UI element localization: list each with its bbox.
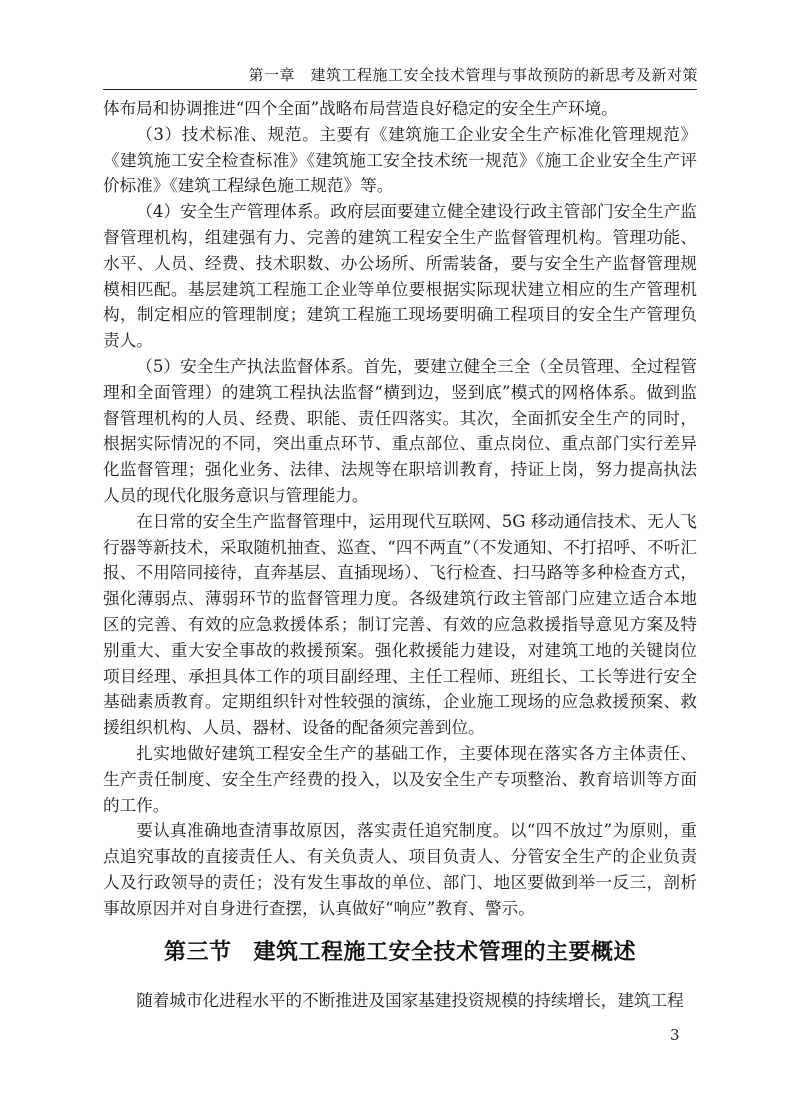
paragraph-management-system: （4）安全生产管理体系。政府层面要建立健全建设行政主管部门安全生产监督管理机构，组建强有力、完善的建筑工程安全生产监督管理机构。管理功能、水平、人员、经费、技术职数、办公场所、所需装备，要与安全生产监督管理规模相匹配。基层建筑工程施工企业等单位要根据实际现状建立相应的生产管理机构，制定相应的管理制度；建筑工程施工现场要明确工程项目的安全生产管理负责人。 bbox=[103, 202, 697, 351]
page-number: 3 bbox=[670, 1026, 680, 1044]
paragraph-technical-standards: （3）技术标准、规范。主要有《建筑施工企业安全生产标准化管理规范》《建筑施工安全检查标准》《建筑施工安全技术统一规范》《施工企业安全生产评价标准》《建筑工程绿色施工规范》等。 bbox=[103, 124, 697, 196]
section-title: 建筑工程施工安全技术管理的主要概述 bbox=[253, 940, 637, 965]
paragraph-basic-work: 扎实地做好建筑工程安全生产的基础工作，主要体现在落实各方主体责任、生产责任制度、安全生产经费的投入，以及安全生产专项整治、教育培训等方面的工作。 bbox=[103, 743, 697, 815]
body-text bbox=[103, 96, 697, 922]
header-rule bbox=[103, 89, 697, 90]
section-opening-paragraph: 随着城市化进程水平的不断推进及国家基建投资规模的持续增长，建筑工程 bbox=[136, 991, 684, 1010]
running-header: 第一章 建筑工程施工安全技术管理与事故预防的新思考及新对策 bbox=[248, 66, 698, 84]
paragraph-enforcement-system: （5）安全生产执法监督体系。首先，要建立健全三全（全员管理、全过程管理和全面管理）的建筑工程执法监督“横到边，竖到底”模式的网格体系。做到监督管理机构的人员、经费、职能、责任四落实。其次，全面抓安全生产的同时，根据实际情况的不同，突出重点环节、重点部位、重点岗位、重点部门实行差异化监督管理；强化业务、法律、法规等在职培训教育，持证上岗，努力提高执法人员的现代化服务意识与管理能力。 bbox=[103, 356, 697, 505]
paragraph-accident-investigation: 要认真准确地查清事故原因，落实责任追究制度。以“四不放过”为原则，重点追究事故的直接责任人、有关负责人、项目负责人、分管安全生产的企业负责人及行政领导的责任；没有发生事故的单位、部门、地区要做到举一反三，剖析事故原因并对自身进行查摆，认真做好“响应”教育、警示。 bbox=[103, 821, 697, 918]
paragraph-continuation: 体布局和协调推进“四个全面”战略布局营造良好稳定的安全生产环境。 bbox=[103, 99, 618, 118]
section-heading bbox=[103, 935, 697, 966]
paragraph-daily-supervision: 在日常的安全生产监督管理中，运用现代互联网、5G 移动通信技术、无人飞行器等新技术，采取随机抽查、巡查、“四不两直”（不发通知、不打招呼、不听汇报、不用陪同接待，直奔基层、直插现场）、飞行检查、扫马路等多种检查方式，强化薄弱点、薄弱环节的监督管理力度。各级建筑行政主管部门应建立适合本地区的完善、有效的应急救援体系；制订完善、有效的应急救援指导意见方案及特别重大、重大安全事故的救援预案。强化救援能力建设，对建筑工地的关键岗位项目经理、承担具体工作的项目副经理、主任工程师、班组长、工长等进行安全基础素质教育。定期组织针对性较强的演练，企业施工现场的应急救援预案、救援组织机构、人员、器材、设备的配备须完善到位。 bbox=[103, 511, 697, 738]
section-number: 第三节 bbox=[163, 940, 232, 965]
